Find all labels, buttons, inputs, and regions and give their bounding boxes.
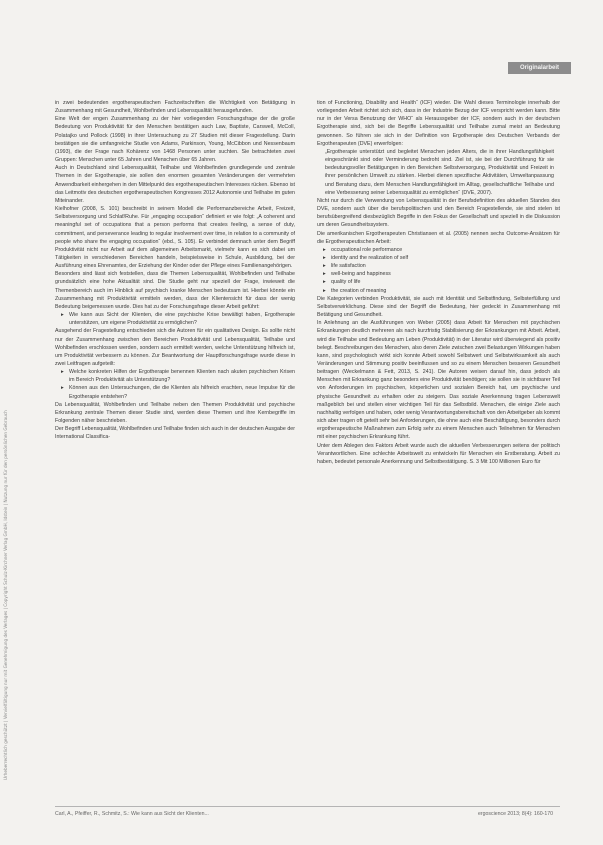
paragraph: Nicht nur durch die Verwendung von Lebensqualität in der Berufsdefinition des aktuellen Standes des DVE, sondern auch über die berufspolitischen und den Bereich Fragestellende, sie sind stelen ist berufsübergreifend diesbezüglich Begriffe in den Fokus der Gesellschaft und speziell in die Diskussion um deren Gesundheitssystem. (317, 197, 560, 229)
bullet-icon: ▸ (61, 369, 64, 376)
paragraph: Auch in Deutschland sind Lebensqualität, Teilhabe und Wohlbefinden grundlegende und zentrale Themen in der Ergotherapie, sie sollen den enormen gesamten Veränderungen der vermehrten Anwendbarkeit einhergehen in den Mittelpunkt des ergotherapeutischen Interesses rücken. Ebenso ist das Leitmotiv des deutschen ergotherapeutischen Kongresses 2012 Autonomie und Teilhabe im guten Miteinander. (55, 165, 295, 204)
footer-divider (55, 806, 560, 807)
paragraph: In Anlehnung an die Ausführungen von Weber (2005) dass Arbeit für Menschen mit psychischen Erkrankungen deutlich mehreren als nach kurzfristig Stabilisierung der Erkrankungen mit Arbeit. Arbeit, wird die Teilhabe und Bedeutung am Leben (Produktivität) in der Literatur wird überwiegend als positiv belegt. Beschreibungen des Menschen, also deren Ziele zwischen zwei Belastungen Wirkungen haben kann, sind psychologisch wirkt sich konnte Arbeit sowohl Selbstwert und Selbstwirksamkeit als auch Veränderungen und Stimmung positiv beeinflussen und so zu einem Menschen besseren Gesundheit beitragen (Weckelmann & Fett, 2013, S. 241). Die Autoren weisen darauf hin, dass jedoch als Menschen mit Erkrankung ganz besonders eine Produktivität benötigen; sie sollen sie in sichtbarer Teil von Anforderungen im psychischen, körperlichen und sozialen Bereich hat, um psychische und physische Gesundheit zu erhalten oder zu steigern. Das soziale Anerkennung tragen Lebenswelt maßgeblich bei und stellen einer wichtigen Teil für das Selbstbild. Menschen, die einige Ziele auch nachhaltig verfolgen und haben, oder wenig Verantwortungsbereitschaft von den Arbeitgeber als kommt sich aber tragen oft geteilt sehr bei Anforderungen, die ohne auch eine Beschäftigung, besonders durch ergotherapeutische Maßnahmen zum Erfolg sehr zu einem Menschen auch Teilnehmen für Menschen mit einer psychischen Erkrankung führt. (317, 320, 560, 441)
list-item-text: Können aus den Untersuchungen, die die Klienten als hilfreich erachten, neue Impulse für die Ergotherapie entstehen? (69, 385, 295, 400)
bullet-icon: ▸ (323, 263, 326, 270)
bullet-icon: ▸ (323, 279, 326, 286)
copyright-sidebar: Urheberrechtlich geschützt | Vervielfältigung nur mit Genehmigung des Verlages | Copyright Schulz-Kirchner Verlag GmbH, Idstein | Nutzung nur für den persönlichen Gebrauch (3, 410, 8, 780)
block-quote: „Ergotherapie unterstützt und begleitet Menschen jeden Alters, die in ihrer Handlungsfähigkeit eingeschränkt sind oder Verminderung bedroht sind. Ziel ist, sie bei der Durchführung für sie bedeutungsvoller Betätigungen in den Bereichen Selbstversorgung, Produktivität und Freizeit in ihrer persönlichen Umwelt zu stärken. Hierbei dienen spezifische Aktivitäten, Umweltanpassung und Beratung dazu, dem Menschen Handlungsfähigkeit im Alltag, gesellschaftliche Teilhabe und eine Verbesserung seiner Lebensqualität zu ermöglichen“ (DVE, 2007). (325, 148, 554, 196)
list-item-text: quality of life (331, 279, 361, 286)
list-item-text: identity and the realization of self (331, 254, 409, 261)
list-item-text: occupational role performance (331, 246, 403, 253)
bullet-icon: ▸ (323, 254, 326, 261)
list-item-text: the creation of meaning (331, 287, 387, 294)
paragraph: Eine Welt der engen Zusammenhang zu der hier vorliegenden Forschungsfrage der die große Bedeutung von Produktivität für den Menschen bestätigen auch Law, Baptiste, Carswell, McColl, Polatajko und Pollock (1998) in ihrer Untersuchung zu 27 Studien mit dieser Fragestellung. Darin bestätigen sie die umfangreiche Studie von Adams, Parkinson, Young, McCibbon und Nessenbaum (1993), die der Frage nach Kohärenz von 1468 Personen unter suchten. Sie betrachteten zwei Gruppen: Menschen unter 65 Jahren und Menschen über 65 Jahren. (55, 116, 295, 164)
section-label: Originalarbeit (508, 62, 571, 74)
list-item (317, 246, 560, 254)
list-item (317, 278, 560, 286)
paragraph: Unter dem Ablegen des Faktors Arbeit wurde auch die aktuellen Verbesserungen seitens der politisch Verantwortlichen. Eine schlechte Arbeitswelt zu entwickeln für Menschen ein Erstberatung. Arbeit zu haben, bedeutet personale Anerkennung und Selbstbestätigung. S. 3 Mit 100 Millionen Euro für (317, 442, 560, 465)
list-item (317, 287, 560, 295)
list-item (317, 270, 560, 278)
paragraph: Ausgehend der Fragestellung entschieden sich die Autoren für ein qualitatives Design. Es sollte nicht nur der Zusammenhang zwischen den Bereichen Produktivität und Lebensqualität, Teilhabe und Wohlbefinden erschlossen werden, sondern auch ermittelt werden, welche Unterstützung hilfreich ist, um Produktivität verbessern zu können. Zur Beantwortung der Hauptforschungsfrage wurde diese in zwei Leitfragen aufgeteilt: (55, 328, 295, 367)
list-item-text: Welche konkreten Hilfen der Ergotherapie benennen Klienten nach akuten psychischen Krisen im Bereich Produktivität als Unterstützung? (69, 369, 295, 384)
list-item (55, 368, 295, 384)
list-item (55, 311, 295, 327)
footer-journal: ergoscience 2013; 8(4): 160-170 (478, 811, 553, 817)
bullet-icon: ▸ (61, 312, 64, 319)
paragraph: in zwei bedeutenden ergotherapeutischen Fachzeitschriften die Wichtigkeit von Betätigung in Zusammenhang mit Gesundheit, Wohlbefinden und Lebensqualität herausgefunden. (55, 100, 295, 115)
footer-citation: Carl, A., Pfeiffer, R., Schmitz, S.: Wie kann aus Sicht der Klienten... (55, 811, 209, 817)
paragraph: tion of Functioning, Disability and Health“ (ICF) wieder. Die Wahl dieses Terminologie innerhalb der vorliegenden Arbeit richtet sich sich, dass in der Industrie Bezug der ICF verspricht werden kann. Bitte nur in der Versa Benutzung der WHO“ als Heraussgeber der ICF, sondern auch in der deutschen Ergotherapie sind, sich bei die Begriffe Lebensqualität und Teilhabe zumal meist an Bedeutung gewonnen. So führen sie sich in der Definition von Ergotherapie des Deutschen Verbands der Ergotherapeuten (DVE) erwerfolgen: (317, 100, 560, 147)
list-item-text: well-being and happiness (331, 271, 391, 278)
list-item-text: Wie kann aus Sicht der Klienten, die eine psychische Krise bewältigt haben, Ergotherapie unterstützen, um eigene Produktivität zu ermöglichen? (69, 312, 295, 327)
bullet-icon: ▸ (61, 385, 64, 392)
bullet-icon: ▸ (323, 246, 326, 253)
paragraph: Die amerikanischen Ergotherapeuten Christiansen et al. (2005) nennen sechs Outcome-Ansätzen für die Ergotherapeutischen Arbeit: (317, 230, 560, 245)
list-item (317, 262, 560, 270)
paragraph: Besonders sind lässt sich feststellen, dass die Themen Lebensqualität, Wohlbefinden und Teilhabe grundsätzlich eine hohe Aktualität sind. Die Studie geht nur speziell der Frage, inwieweit die Themenbereich auch im Hinblick auf psychisch kranke Menschen bedeutsam ist. Hierbei könnte ein Zusammenhang mit Produktivität ermitteln werden, dass der Klientensicht für dass der wenig Bedeutung beigemessen wurde. Dies hat zu der Forschungsfrage dieser Arbeit geführt: (55, 271, 295, 310)
bullet-icon: ▸ (323, 287, 326, 294)
bullet-icon: ▸ (323, 271, 326, 278)
left-column (55, 99, 295, 442)
list-item (317, 254, 560, 262)
paragraph: Da Lebensqualität, Wohlbefinden und Teilhabe neben den Themen Produktivität und psychische Erkrankung zentrale Themen dieser Studie sind, werden diese Themen und ihre Kernbegriffe im Folgenden näher beschrieben. (55, 401, 295, 425)
right-column (317, 99, 560, 466)
list-item-text: life satisfaction (331, 263, 366, 270)
list-item (55, 384, 295, 400)
paragraph: Die Kategorien verbinden Produktivität, sie auch mit Identität und Selbstfindung, Selbsterfüllung und Selbstverwirklichung. Diese sind der Begriff die Bedeutung, hier gedeckt in Zusammenhang mit Betätigung und Gesundheit. (317, 295, 560, 319)
paragraph: Der Begriff Lebensqualität, Wohlbefinden und Teilhabe finden sich auch in der deutschen Ausgabe der International Classifica- (55, 426, 295, 441)
paragraph: Kielhofner (2008, S. 101) beschreibt in seinem Modell die Performanzbereiche Arbeit, Freizeit, Selbstversorgung und Schlaf/Ruhe. Für „engaging occupation“ definiert er wie folgt: „A coherent and meaningful set of occupations that a person performs that creates feeling, a sense of duty, commitment, and perseverance leading to regular involvement over time, in relation to a community of people who share the engaging occupation“ (ebd., S. 105). Er verbindet demnach unter dem Begriff Produktivität nicht nur Arbeit auf dem allgemeinen Arbeitsmarkt, vielmehr kann es sich dabei um Tätigkeiten in verschiedenen Bereichen handeln, beispielsweise in Schule, Ausbildung, bei der Ausführung eines Ehrenamtes, der Erziehung der Kinder oder der Pflege eines Familienangehörigen. (55, 206, 295, 270)
